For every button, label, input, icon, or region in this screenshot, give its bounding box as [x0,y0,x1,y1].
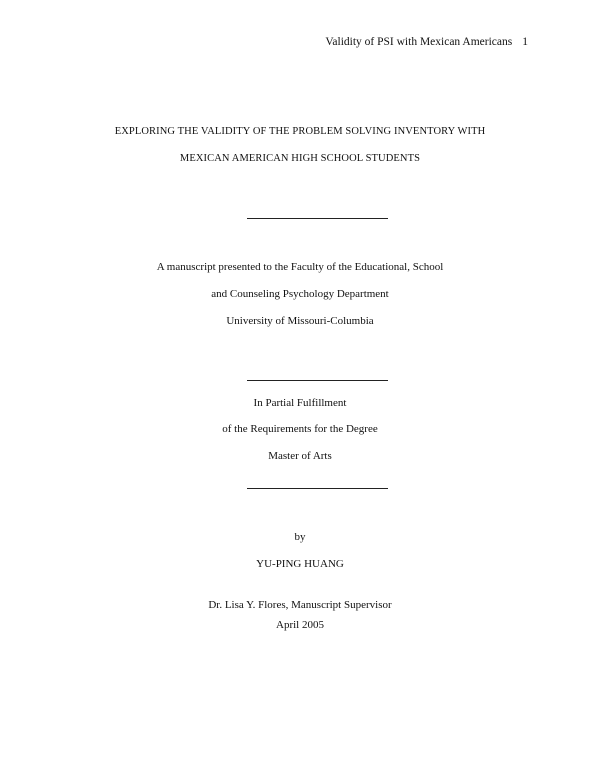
title-line-1: EXPLORING THE VALIDITY OF THE PROBLEM SOLVING INVENTORY WITH [114,126,486,137]
author-name: YU-PING HUANG [256,558,344,570]
by-line: by [294,531,306,543]
university-line: University of Missouri-Columbia [226,315,374,327]
date-line: April 2005 [276,619,324,631]
presentation-line-2: and Counseling Psychology Department [211,288,389,300]
presentation-line-1: A manuscript presented to the Faculty of the Educational, School [156,261,444,273]
running-head-text: Validity of PSI with Mexican Americans [325,36,513,48]
separator-rule-2 [247,380,388,381]
fulfillment-line-2: of the Requirements for the Degree [222,423,378,435]
separator-rule-3 [247,488,388,489]
separator-rule-1 [247,218,388,219]
running-head [325,36,528,48]
fulfillment-line-1: In Partial Fulfillment [253,397,347,409]
supervisor-line: Dr. Lisa Y. Flores, Manuscript Supervisor [208,599,392,611]
title-line-2: MEXICAN AMERICAN HIGH SCHOOL STUDENTS [179,153,421,164]
page-number: 1 [522,36,528,48]
degree-line: Master of Arts [268,450,332,462]
